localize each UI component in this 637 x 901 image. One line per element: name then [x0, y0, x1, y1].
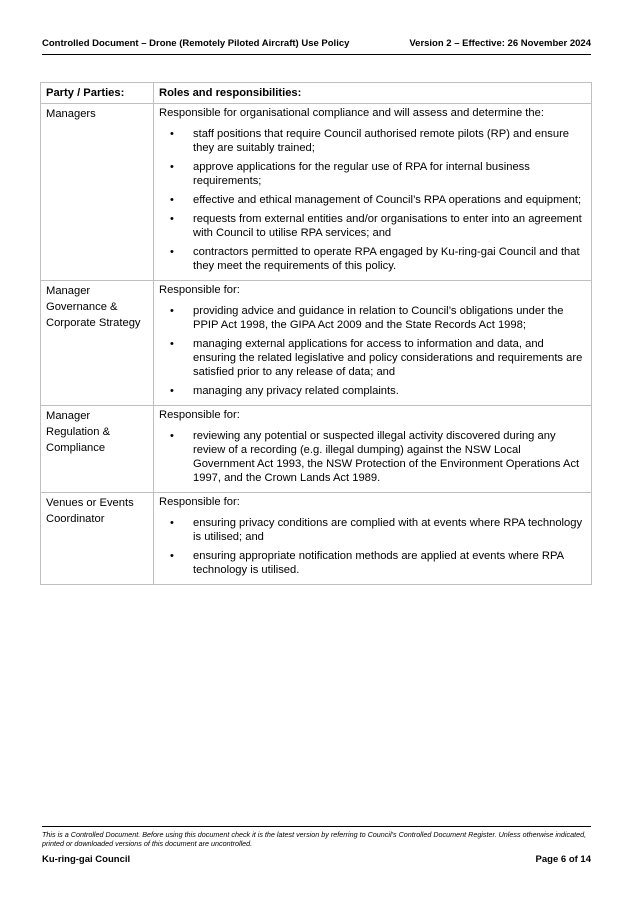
table-row — [41, 281, 592, 406]
party-cell — [41, 406, 154, 493]
page-footer — [42, 854, 591, 865]
party-name: Venues or Events — [46, 497, 134, 509]
party-name: Manager — [46, 285, 91, 297]
page-number: Page 6 of 14 — [535, 854, 591, 865]
responsibility-item: • contractors permitted to operate RPA engaged by Ku-ring-gai Council and that they meet the requirements of this policy. — [170, 245, 585, 273]
table-body — [41, 104, 592, 585]
roles-cell — [154, 281, 592, 406]
party-name: Governance & — [46, 301, 118, 313]
responsibility-item: • staff positions that require Council authorised remote pilots (RP) and ensure they are suitably trained; — [170, 127, 585, 155]
table-row — [41, 406, 592, 493]
roles-intro: Responsible for: — [159, 409, 240, 421]
party-name: Managers — [46, 108, 96, 120]
responsibility-item: • requests from external entities and/or organisations to enter into an agreement with Council to utilise RPA services; and — [170, 212, 585, 240]
document-title: Controlled Document – Drone (Remotely Piloted Aircraft) Use Policy — [42, 38, 350, 49]
responsibility-list — [159, 516, 585, 577]
document-version: Version 2 – Effective: 26 November 2024 — [409, 38, 591, 49]
roles-intro: Responsible for: — [159, 496, 240, 508]
responsibility-item: • providing advice and guidance in relation to Council’s obligations under the PPIP Act 1998, the GIPA Act 2009 and the State Records Act 1998; — [170, 304, 585, 332]
responsibility-item: • reviewing any potential or suspected illegal activity discovered during any review of a recording (e.g. illegal dumping) against the NSW Local Government Act 1993, the NSW Protection of the Environment Operations Act 1997, and the Crown Lands Act 1989. — [170, 429, 585, 485]
party-cell — [41, 104, 154, 281]
controlled-document-note: This is a Controlled Document. Before using this document check it is the latest version by referring to Council’s Controlled Document Register. Unless otherwise indicated, printed or downloaded versions of this document are uncontrolled. — [42, 826, 591, 848]
responsibility-item: • approve applications for the regular use of RPA for internal business requirements; — [170, 160, 585, 188]
party-name: Manager — [46, 410, 91, 422]
roles-cell — [154, 104, 592, 281]
page-header — [42, 38, 591, 55]
party-name: Regulation & — [46, 426, 111, 438]
responsibility-list — [159, 304, 585, 398]
roles-table — [40, 82, 592, 585]
party-name: Compliance — [46, 442, 106, 454]
party-name: Corporate Strategy — [46, 317, 141, 329]
roles-cell — [154, 493, 592, 585]
party-name: Coordinator — [46, 513, 105, 525]
roles-intro: Responsible for: — [159, 284, 240, 296]
party-cell — [41, 493, 154, 585]
column-header-party: Party / Parties: — [41, 83, 154, 104]
party-cell — [41, 281, 154, 406]
organisation-name: Ku-ring-gai Council — [42, 854, 131, 865]
responsibility-item: • effective and ethical management of Council’s RPA operations and equipment; — [170, 193, 585, 207]
table-header-row — [41, 83, 592, 104]
responsibility-item: • ensuring appropriate notification methods are applied at events where RPA technology is utilised. — [170, 549, 585, 577]
column-header-roles: Roles and responsibilities: — [154, 83, 592, 104]
responsibility-item: • ensuring privacy conditions are complied with at events where RPA technology is utilised; and — [170, 516, 585, 544]
table-row — [41, 104, 592, 281]
table-row — [41, 493, 592, 585]
responsibility-list — [159, 429, 585, 485]
responsibility-list — [159, 127, 585, 273]
responsibility-item: • managing any privacy related complaints. — [170, 384, 585, 398]
roles-cell — [154, 406, 592, 493]
roles-intro: Responsible for organisational compliance and will assess and determine the: — [159, 107, 544, 119]
responsibility-item: • managing external applications for access to information and data, and ensuring the related legislative and policy considerations and requirements are satisfied prior to any release of data; and — [170, 337, 585, 379]
